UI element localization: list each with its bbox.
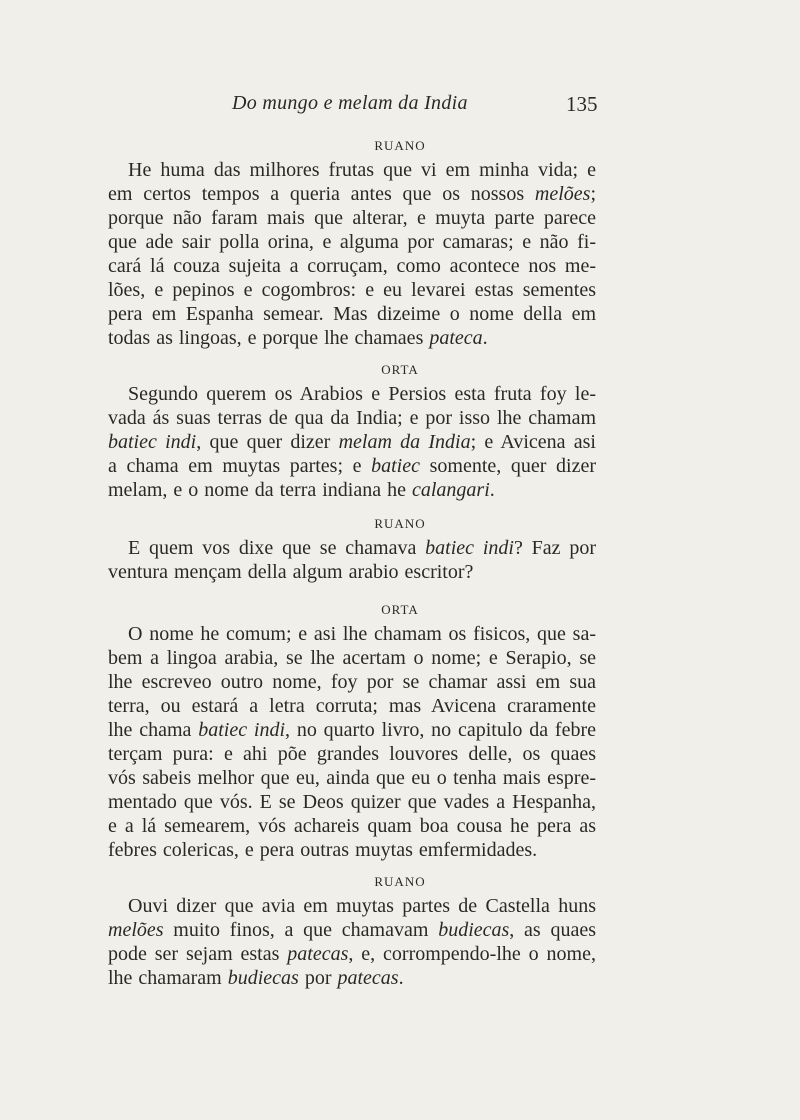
- text-line: lhe chamaram budiecas por patecas.: [108, 967, 404, 989]
- text-line: lões, e pepinos e cogombros: e eu levarei estas sementes: [108, 279, 596, 301]
- text-line: ventura mençam della algum arabio escritor?: [108, 561, 474, 583]
- text-line: melões muito finos, a que chamavam budiecas, as quaes: [108, 919, 597, 941]
- speaker-heading: RUANO: [374, 516, 426, 531]
- page-number: 135: [566, 92, 598, 116]
- text-line: batiec indi, que quer dizer melam da India; e Avicena asi: [108, 431, 596, 453]
- text-line: vada ás suas terras de qua da India; e por isso lhe chamam: [108, 407, 596, 429]
- speaker-heading: ORTA: [381, 602, 419, 617]
- text-line: He huma das milhores frutas que vi em minha vida; e: [128, 159, 596, 181]
- text-line: que ade sair polla orina, e alguma por camaras; e não fi-: [108, 231, 596, 253]
- text-line: mentado que vós. E se Deos quizer que vades a Hespanha,: [108, 791, 596, 813]
- text-line: em certos tempos a queria antes que os nossos melões;: [108, 183, 596, 205]
- speaker-heading: ORTA: [381, 362, 419, 377]
- text-line: pera em Espanha semear. Mas dizeime o nome della em: [108, 303, 596, 325]
- text-line: porque não faram mais que alterar, e muyta parte parece: [108, 207, 596, 229]
- text-line: todas as lingoas, e porque lhe chamaes pateca.: [108, 327, 488, 349]
- text-line: Ouvi dizer que avia em muytas partes de Castella huns: [128, 895, 596, 917]
- text-line: melam, e o nome da terra indiana he calangari.: [108, 479, 495, 501]
- text-line: terçam pura: e ahi põe grandes louvores delle, os quaes: [108, 743, 596, 765]
- text-line: cará lá couza sujeita a corruçam, como acontece nos me-: [108, 255, 596, 277]
- text-line: lhe escreveo outro nome, foy por se chamar assi em sua: [108, 671, 596, 693]
- text-line: febres colericas, e pera outras muytas emfermidades.: [108, 839, 538, 861]
- text-line: bem a lingoa arabia, se lhe acertam o nome; e Serapio, se: [108, 647, 596, 669]
- text-line: O nome he comum; e asi lhe chamam os fisicos, que sa-: [128, 623, 596, 645]
- text-line: terra, ou estará a letra corruta; mas Avicena craramente: [108, 695, 596, 717]
- text-line: lhe chama batiec indi, no quarto livro, no capitulo da febre: [108, 719, 596, 741]
- speaker-heading: RUANO: [374, 138, 426, 153]
- text-line: e a lá semearem, vós achareis quam boa cousa he pera as: [108, 815, 596, 837]
- text-line: pode ser sejam estas patecas, e, corrompendo-lhe o nome,: [108, 943, 596, 965]
- text-line: vós sabeis melhor que eu, ainda que eu o tenha mais espre-: [108, 767, 596, 789]
- speaker-heading: RUANO: [374, 874, 426, 889]
- text-line: Segundo querem os Arabios e Persios esta fruta foy le-: [128, 383, 596, 405]
- running-header-title: Do mungo e melam da India: [232, 92, 468, 114]
- text-line: a chama em muytas partes; e batiec somente, quer dizer: [108, 455, 596, 477]
- text-line: E quem vos dixe que se chamava batiec indi? Faz por: [128, 537, 596, 559]
